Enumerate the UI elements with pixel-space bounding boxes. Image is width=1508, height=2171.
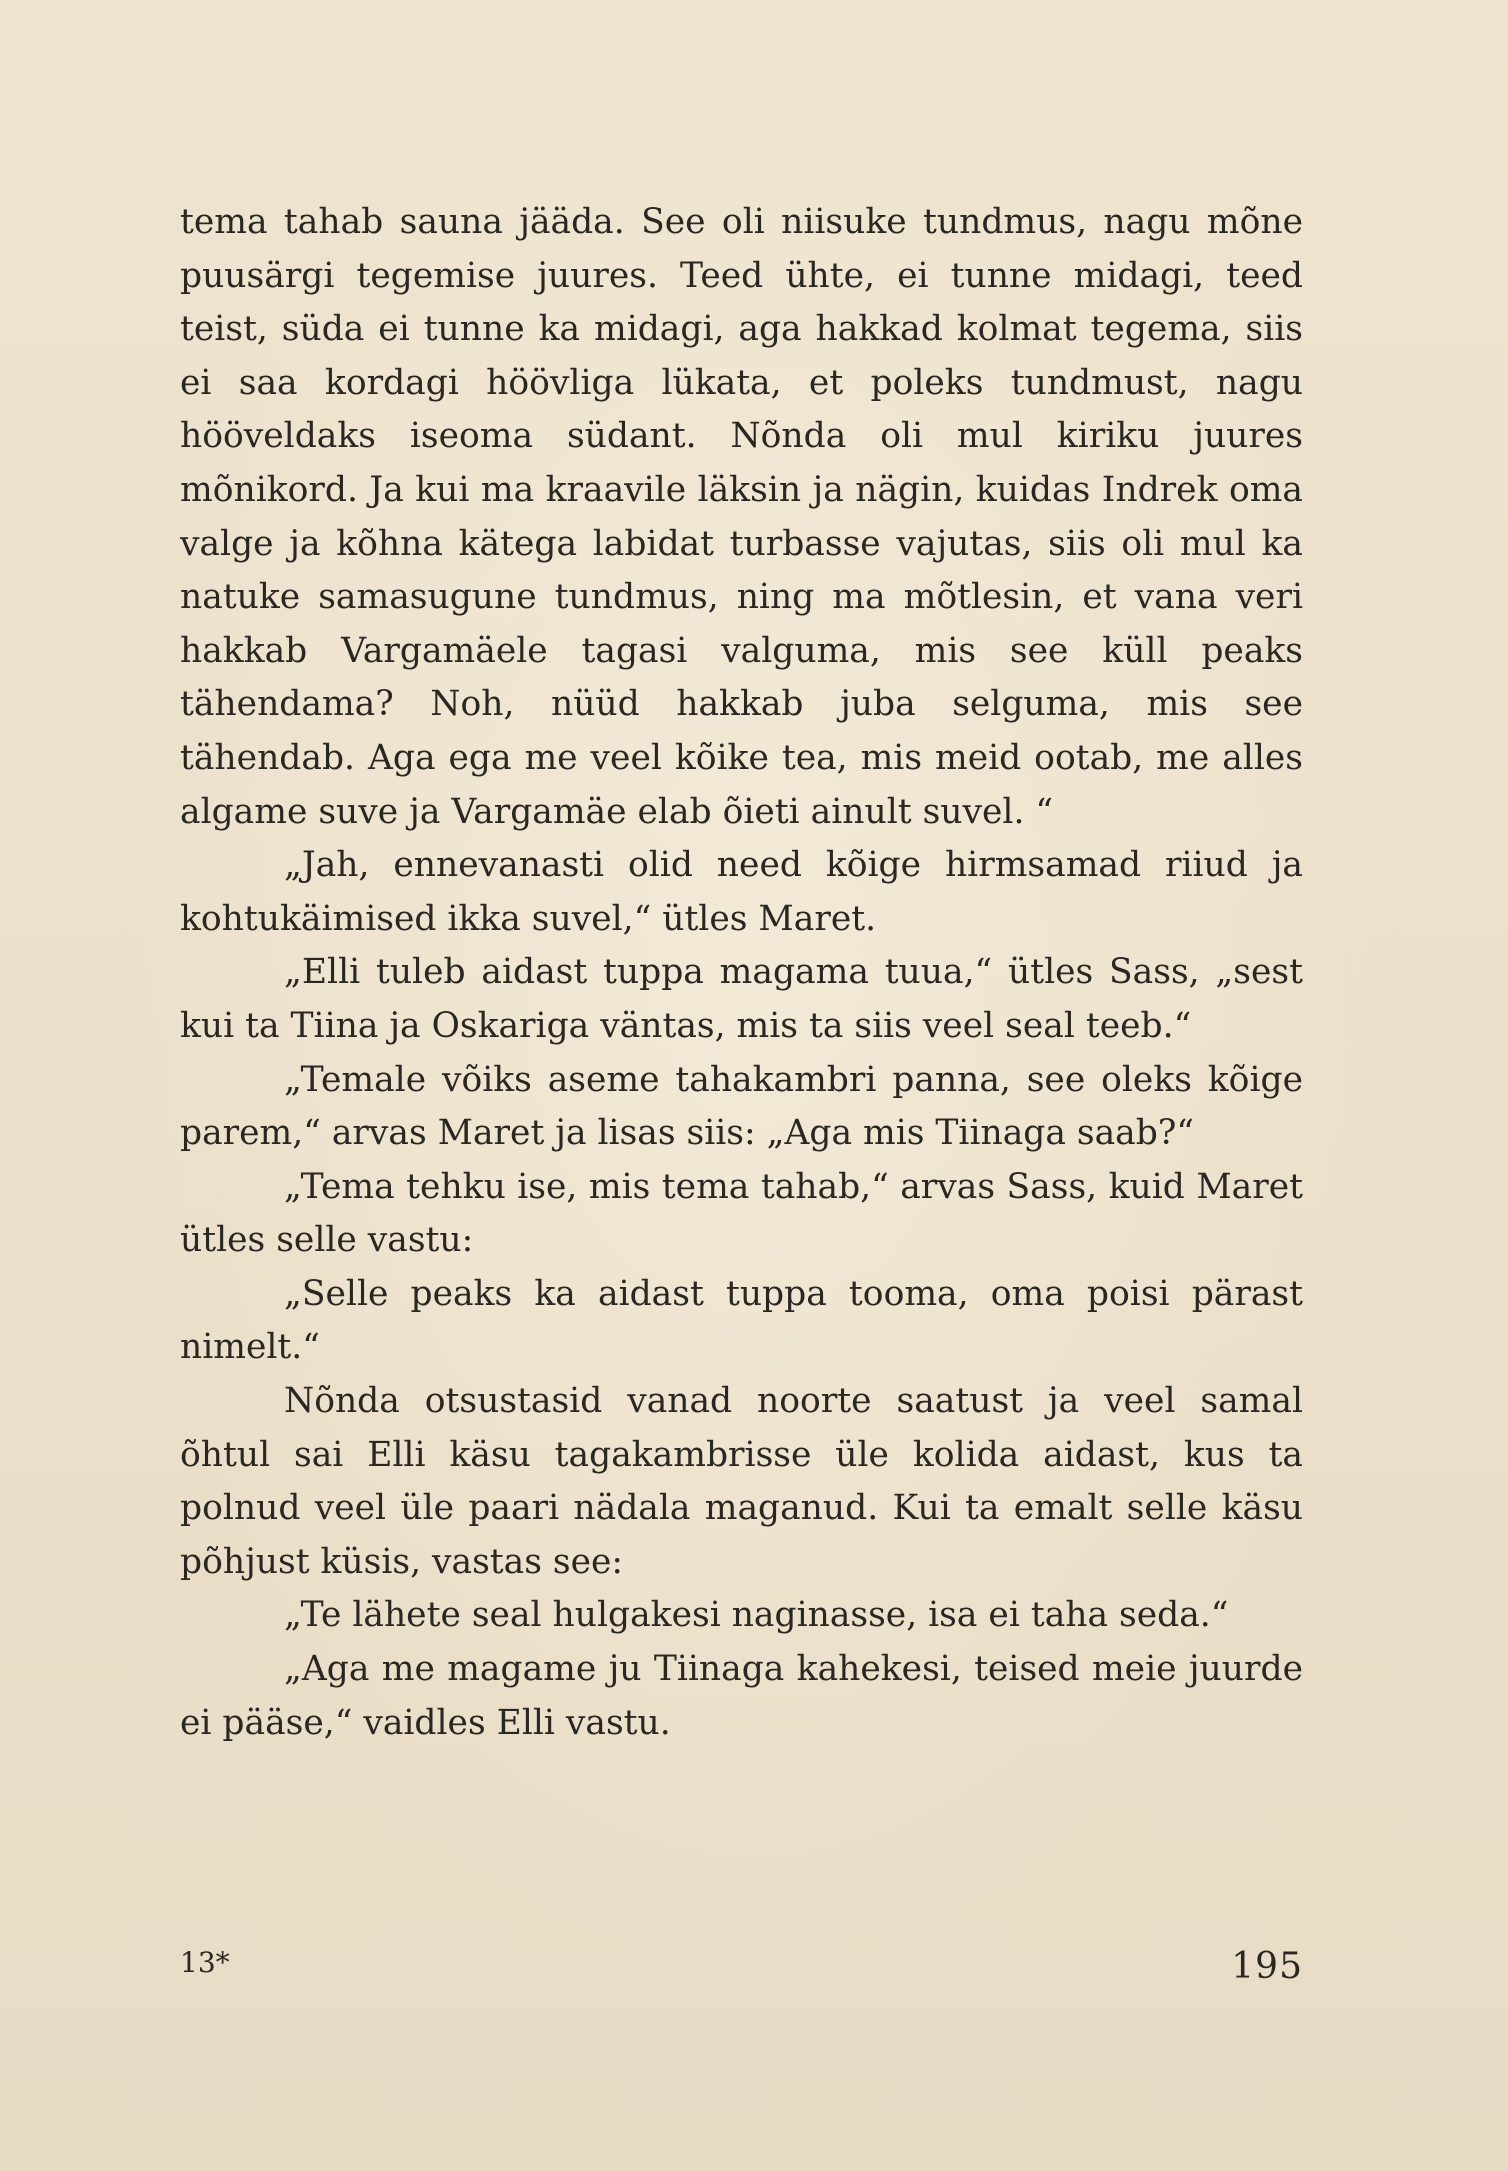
paragraph-2: „Jah, ennevanasti olid need kõige hirmsamad riiud ja kohtukäimised ikka suvel,“ ütles Maret.	[180, 845, 1303, 939]
paragraph-5: „Tema tehku ise, mis tema tahab,“ arvas Sass, kuid Maret ütles selle vastu:	[180, 1166, 1303, 1261]
paragraph-3: „Elli tuleb aidast tuppa magama tuua,“ ütles Sass, „sest kui ta Tiina ja Oskariga väntas, mis ta siis veel seal teeb.“	[180, 952, 1303, 1046]
paragraph-8: „Te lähete seal hulgakesi naginasse, isa ei taha seda.“	[284, 1595, 1229, 1636]
page-footer	[180, 1946, 1303, 1996]
page-body-text	[180, 196, 1303, 1750]
page-number: 195	[1231, 1946, 1303, 1987]
paragraph-6: „Selle peaks ka aidast tuppa tooma, oma poisi pärast nimelt.“	[180, 1273, 1303, 1368]
paragraph-9: „Aga me magame ju Tiinaga kahekesi, teised meie juurde ei pääse,“ vaidles Elli vastu.	[180, 1649, 1303, 1743]
paragraph-7: Nõnda otsustasid vanad noorte saatust ja veel samal õhtul sai Elli käsu tagakambrisse üle kolida aidast, kus ta polnud veel üle paari nädala maganud. Kui ta emalt selle käsu põhjust küsis, vastas see:	[180, 1381, 1303, 1582]
signature-mark: 13*	[180, 1946, 230, 1979]
paragraph-1: tema tahab sauna jääda. See oli niisuke tundmus, nagu mõne puusärgi tegemise juures. Teed ühte, ei tunne midagi, teed teist, süda ei tunne ka midagi, aga hakkad kolmat tegema, siis ei saa kordagi höövliga lükata, et poleks tundmust, nagu hööveldaks iseoma südant. Nõnda oli mul kiriku juures mõnikord. Ja kui ma kraavile läksin ja nägin, kuidas Indrek oma valge ja kõhna kätega labidat turbasse vajutas, siis oli mul ka natuke samasugune tundmus, ning ma mõtlesin, et vana veri hakkab Vargamäele tagasi valguma, mis see küll peaks tähendama? Noh, nüüd hakkab juba selguma, mis see tähendab. Aga ega me veel kõike tea, mis meid ootab, me alles algame suve ja Vargamäe elab õieti ainult suvel. “	[180, 202, 1303, 832]
paragraph-4: „Temale võiks aseme tahakambri panna, see oleks kõige parem,“ arvas Maret ja lisas siis: „Aga mis Tiinaga saab?“	[180, 1059, 1303, 1154]
